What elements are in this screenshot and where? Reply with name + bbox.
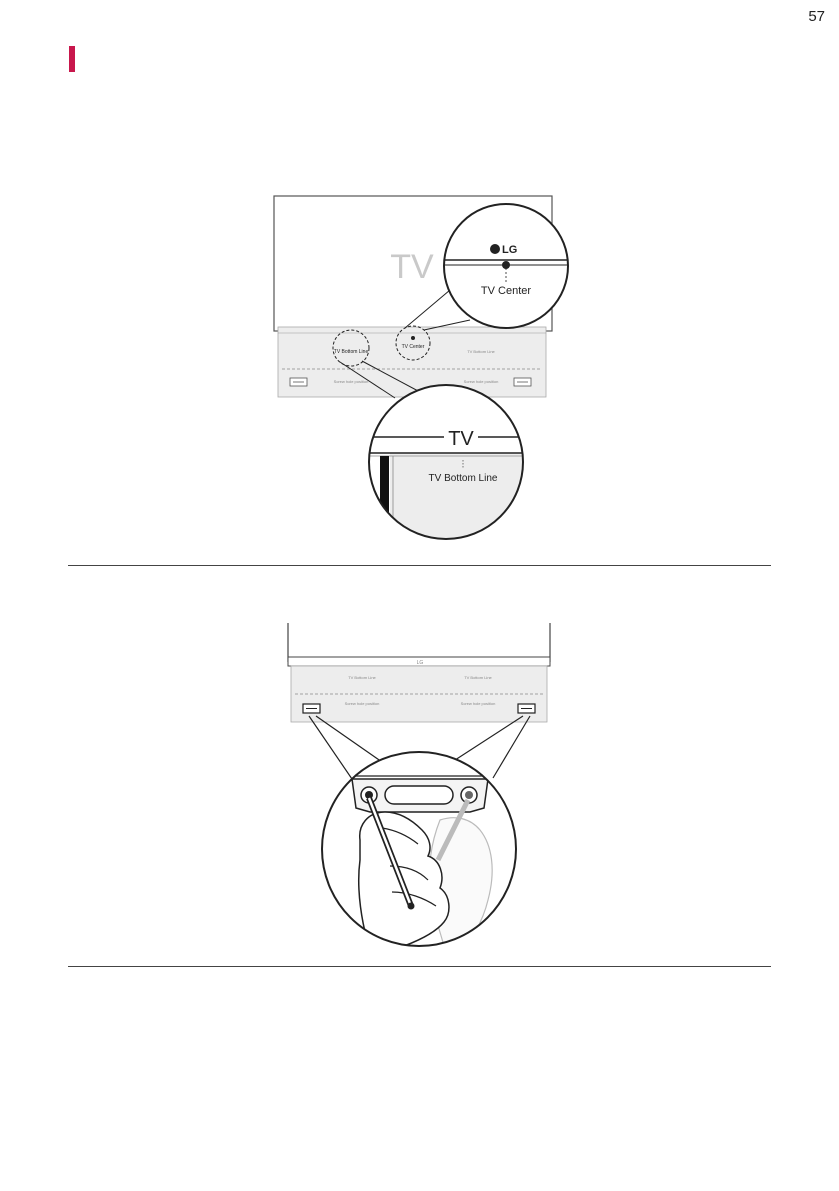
template2-bottom-line-right: TV Bottom Line bbox=[464, 675, 492, 680]
zoom-tv-bottom-line-label: TV Bottom Line bbox=[428, 473, 498, 484]
tv-bottom-line-small-label: TV Bottom Line bbox=[333, 349, 369, 355]
divider-2 bbox=[68, 966, 771, 967]
template-bottom-line-right: TV Bottom Line bbox=[467, 349, 495, 354]
zoom-lg-logo: LG bbox=[502, 244, 518, 256]
template-sheet-2 bbox=[291, 666, 547, 722]
template2-bottom-line-left: TV Bottom Line bbox=[348, 675, 376, 680]
connector2-right-b bbox=[493, 716, 530, 778]
template-screw-right: Screw hole position bbox=[463, 379, 499, 384]
tv-label: TV bbox=[390, 248, 434, 286]
tv-center-small-label: TV Center bbox=[401, 344, 425, 350]
bracket-right-icon-2 bbox=[518, 704, 535, 713]
template2-screw-left: Screw hole position bbox=[344, 701, 380, 706]
screwdriver-tip bbox=[408, 903, 415, 910]
connector2-left-b bbox=[316, 716, 382, 762]
bracket-slot bbox=[385, 786, 453, 804]
zoom-tv-center-label: TV Center bbox=[480, 285, 532, 297]
tv-bottom-logo: LG bbox=[416, 660, 424, 666]
template2-screw-right: Screw hole position bbox=[460, 701, 496, 706]
connector2-right-a bbox=[452, 716, 523, 762]
template-screw-left: Screw hole position bbox=[333, 379, 369, 384]
page-number: 57 bbox=[808, 8, 825, 25]
bracket-left-icon-2 bbox=[303, 704, 320, 713]
zoom-tv-label: TV bbox=[448, 428, 474, 450]
zoom-screwing-bracket bbox=[320, 752, 520, 950]
